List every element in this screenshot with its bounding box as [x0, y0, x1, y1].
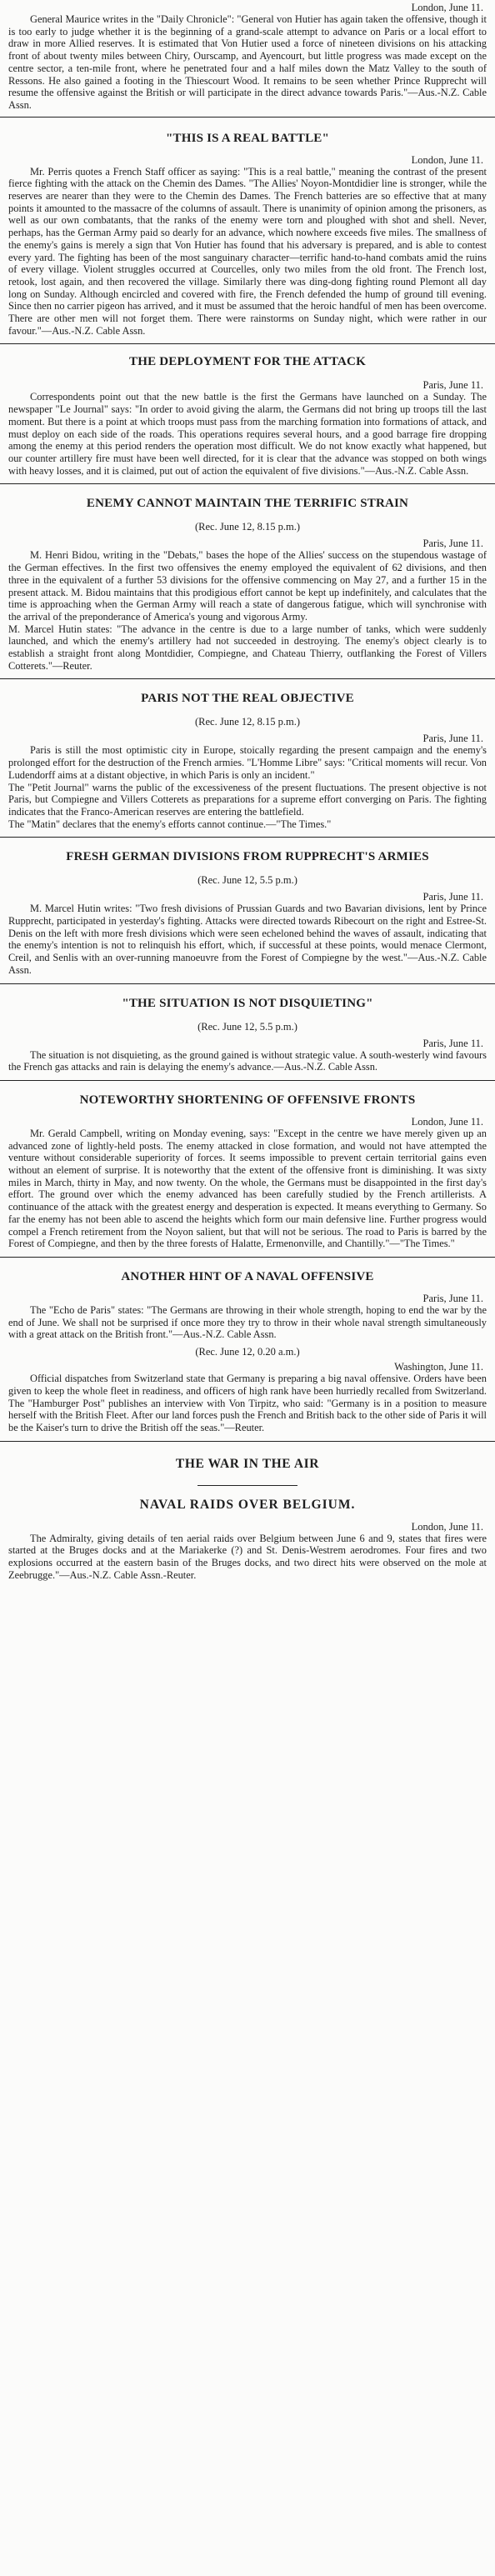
headline: ANOTHER HINT OF A NAVAL OFFENSIVE	[121, 1270, 374, 1283]
article-body: The Admiralty, giving details of ten aerial raids over Belgium between June 6 and 9, states that fires were started at the Bruges docks and at the Mariakerke (?) and St. Denis-Westrem aerodromes. Four fires and two explosions occurred at the eastern basin of the Bruges docks, and two direct hits were observed on the mole at Zeebrugge."—Aus.-N.Z. Cable Assn.-Reuter.	[8, 1532, 487, 1581]
section-title: THE WAR IN THE AIR	[175, 1456, 320, 1471]
headline: ENEMY CANNOT MAINTAIN THE TERRIFIC STRAIN	[86, 497, 409, 511]
article-terrific-strain	[0, 484, 495, 672]
article-body: The "Echo de Paris" states: "The Germans are throwing in their whole strength, hoping to end the war by the end of June. We shall not be surprised if once more they try to throw in their whole naval strength simultaneously with a great attack on the British front."—Aus.-N.Z. Cable Assn.	[8, 1304, 487, 1341]
article-body: M. Marcel Hutin writes: "Two fresh divisions of Prussian Guards and two Bavarian divisions, lent by Prince Rupprecht, participated in yesterday's fighting. Attacks were directed towards Ribecourt on the right and Estree-St. Denis on the left with more fresh divisions which were seen echeloned behind the waves of assault, indicating that the enemy's intention is not to relinquish his effort, which, if successful at these points, would menace Clermont, Creil, and Senlis with an over-running manoeuvre from the Forest of Compiegne by the west."—Aus.-N.Z. Cable Assn.	[8, 903, 487, 976]
dateline: Paris, June 11.	[422, 1293, 483, 1304]
dateline: Paris, June 11.	[422, 379, 483, 392]
article-not-disquieting	[0, 984, 495, 1073]
received-time: (Rec. June 12, 8.15 p.m.)	[194, 521, 301, 533]
received-time: (Rec. June 12, 8.15 p.m.)	[194, 716, 301, 728]
dateline: Washington, June 11.	[394, 1361, 483, 1373]
headline: FRESH GERMAN DIVISIONS FROM RUPPRECHT'S ARMIES	[66, 850, 429, 864]
article-body: Official dispatches from Switzerland state that Germany is preparing a big naval offensive. Orders have been given to keep the whole fleet in readiness, and officers of high rank have been hurriedly recalled from Switzerland. The "Hamburger Post" publishes an interview with Von Tirpitz, who said: "Germany is in a position to measure herself with the British Fleet. After our land forces push the French and British back to the other side of Paris it will be the Kaiser's turn to drive the British off the seas."—Reuter.	[8, 1373, 487, 1433]
received-time: (Rec. June 12, 0.20 a.m.)	[195, 1346, 300, 1358]
received-time: (Rec. June 12, 5.5 p.m.)	[198, 874, 298, 887]
article-body: The situation is not disquieting, as the ground gained is without strategic value. A south-westerly wind favours the French gas attacks and rain is delaying the enemy's advance.—Aus.-N.Z. Cable Assn.	[8, 1048, 487, 1073]
dateline: London, June 11.	[411, 2, 483, 13]
article-shortening-fronts	[0, 1081, 495, 1250]
article-fresh-divisions	[0, 838, 495, 976]
dateline: Paris, June 11.	[422, 538, 483, 550]
article-body: M. Henri Bidou, writing in the "Debats," bases the hope of the Allies' success on the stupendous wastage of the German effectives. In the first two offensives the enemy employed the equivalent of 62 divisions, and then three in the equivalent of a further 53 divisions for the offensive commencing on May 27, and a further 15 in the present attack. M. Bidou maintains that this prodigious effort cannot be kept up indefinitely, and calculates that the time is approaching when the German Army will reach a state of dangerous fatigue, which will synchronise with the arrival of the preponderance of America's young and vigorous Army. M. Marcel Hutin states: "The advance in the centre is due to a large number of tanks, which were suddenly launched, and which the enemy's artillery had not succeeded in destroying. The enemy's object clearly is to establish a straight front along Montdidier, Compiegne, and Chateau Thierry, outflanking the Forest of Villers Cotterets."—Reuter.	[8, 549, 487, 672]
article-real-battle	[0, 118, 495, 338]
headline: "THIS IS A REAL BATTLE"	[165, 131, 330, 145]
article-paris-objective	[0, 679, 495, 830]
headline: "THE SITUATION IS NOT DISQUIETING"	[122, 996, 373, 1010]
dateline: Paris, June 11.	[422, 1037, 483, 1049]
dateline: London, June 11.	[411, 1520, 483, 1533]
article-naval-washington	[0, 1341, 495, 1434]
dateline: Paris, June 11.	[422, 891, 483, 903]
article-maurice	[0, 0, 495, 112]
article-body: Mr. Gerald Campbell, writing on Monday evening, says: "Except in the centre we have merely given up an advanced zone of lightly-held posts. The enemy attacked in close formation, and would not have attempted the venture without considerable superiority of forces. It seems impossible to prevent certain territorial gains even without an element of surprise. It is noteworthy that the extent of the offensive front is diminishing. It was sixty miles in March, thirty in May, and now twenty. On the whole, the Germans must be disappointed in the first day's effort. The ground over which the enemy advanced has been carefully studied by the French artillerists. A continuance of the attack with the greatest energy and desperation is expected. It means everything to Germany. So far the enemy has not been able to ascend the heights which form our main defensive line. Further progress would compel a French retirement from the Noyon salient, but that will not be serious. The road to Paris is barred by the Forest of Compiegne, and then by the three forests of Halatte, Ermenonville, and Chantilly."—"The Times."	[8, 1127, 487, 1250]
article-body: Paris is still the most optimistic city in Europe, stoically regarding the present campaign and the enemy's prolonged effort for the destruction of the French armies. "L'Homme Libre" says: "Critical moments will recur. Von Ludendorff aims at a distant objective, in which Paris is only an incident." The "Petit Journal" warns the public of the excessiveness of the present fluctuations. The present objective is not Paris, but Compiegne and Villers Cotterets as preparations for a supreme effort converging on Paris. The fighting indicates that the Franco-American reserves are entering the battlefield. The "Matin" declares that the enemy's efforts cannot continue.—"The Times."	[8, 744, 487, 830]
section-war-in-air	[0, 1442, 495, 1582]
article-body: Correspondents point out that the new battle is the first the Germans have launched on a Sunday. The newspaper "Le Journal" says: "In order to avoid giving the alarm, the Germans did not bring up troops till the last moment. But there is a point at which troops must pass from the marching formation into formations of attack, and must deploy on each side of the roads. This operations requires several hours, and a good barrage fire dropping among the enemy at this period renders the operation most difficult. We do not know exactly what happened, but our counter artillery fire must have been well directed, for it is clear that the advance was stopped on both wings with heavy losses, and it is claimed, put out of action the equivalent of five divisions."—Aus.-N.Z. Cable Assn.	[8, 391, 487, 477]
section-subtitle: NAVAL RAIDS OVER BELGIUM.	[139, 1497, 356, 1512]
headline: NOTEWORTHY SHORTENING OF OFFENSIVE FRONTS	[79, 1093, 416, 1107]
article-naval-offensive	[0, 1258, 495, 1341]
dateline: London, June 11.	[411, 1115, 483, 1128]
article-deployment	[0, 344, 495, 477]
headline: THE DEPLOYMENT FOR THE ATTACK	[129, 355, 366, 369]
headline: PARIS NOT THE REAL OBJECTIVE	[141, 692, 354, 706]
article-body: Mr. Perris quotes a French Staff officer as saying: "This is a real battle," meaning the contrast of the present fierce fighting with the attack on the Chemin des Dames. "The Allies' Noyon-Montdidier line is stronger, while the reserves are nearer than they were to the Chemin des Dames. The French batteries are so effective that at many points it amounted to the massacre of the columns of assault. There is unanimity of opinion among the prisoners, as well as our own combatants, that the ranks of the enemy were torn and ploughed with shot and shell. Never, perhaps, has the German Army paid so dearly for an advance, which nowhere exceeds five miles. The smallness of the enemy's gains is merely a sign that Von Hutier has found that his adversary is prepared, and is able to contest every yard. The fighting has been of the most sanguinary character—terrific hand-to-hand combats amid the ruins of every village. Violent struggles occurred at Courcelles, only two miles from the old front. The French lost, retook, lost again, and then recovered the village. Similarly there was ding-dong fighting round Plemont all day long on Sunday. Although encircled and covered with fire, the French defended the hump of ground till evening. Since then no carrier pigeon has arrived, and it must be assumed that the heroic handful of men has been overcome. There are other men will not forget them. There were rainstorms on Sunday night, which were rather in our favour."—Aus.-N.Z. Cable Assn.	[8, 165, 487, 337]
dateline: London, June 11.	[411, 153, 483, 166]
dateline: Paris, June 11.	[422, 733, 483, 745]
divider	[198, 1485, 298, 1486]
article-body: General Maurice writes in the "Daily Chronicle": "General von Hutier has again taken the offensive, though it is too early to judge whether it is the beginning of a grand-scale attempt to advance on Paris or a local effort to draw in more Allied reserves. It is estimated that Von Hutier used a force of nineteen divisions on his attacking front of about twenty miles between Chiry, Ourscamp, and Ayencourt, but little progress was made except on the centre sector, a ten-mile front, where he penetrated four and a half miles down the Matz Valley to the south of Ressons. He also gained a footing in the Thiescourt Wood. It remains to be seen whether Prince Rupprecht will resume the offensive against the British or will participate in the direct advance towards Paris."—Aus.-N.Z. Cable Assn.	[8, 13, 487, 111]
received-time: (Rec. June 12, 5.5 p.m.)	[198, 1020, 298, 1033]
